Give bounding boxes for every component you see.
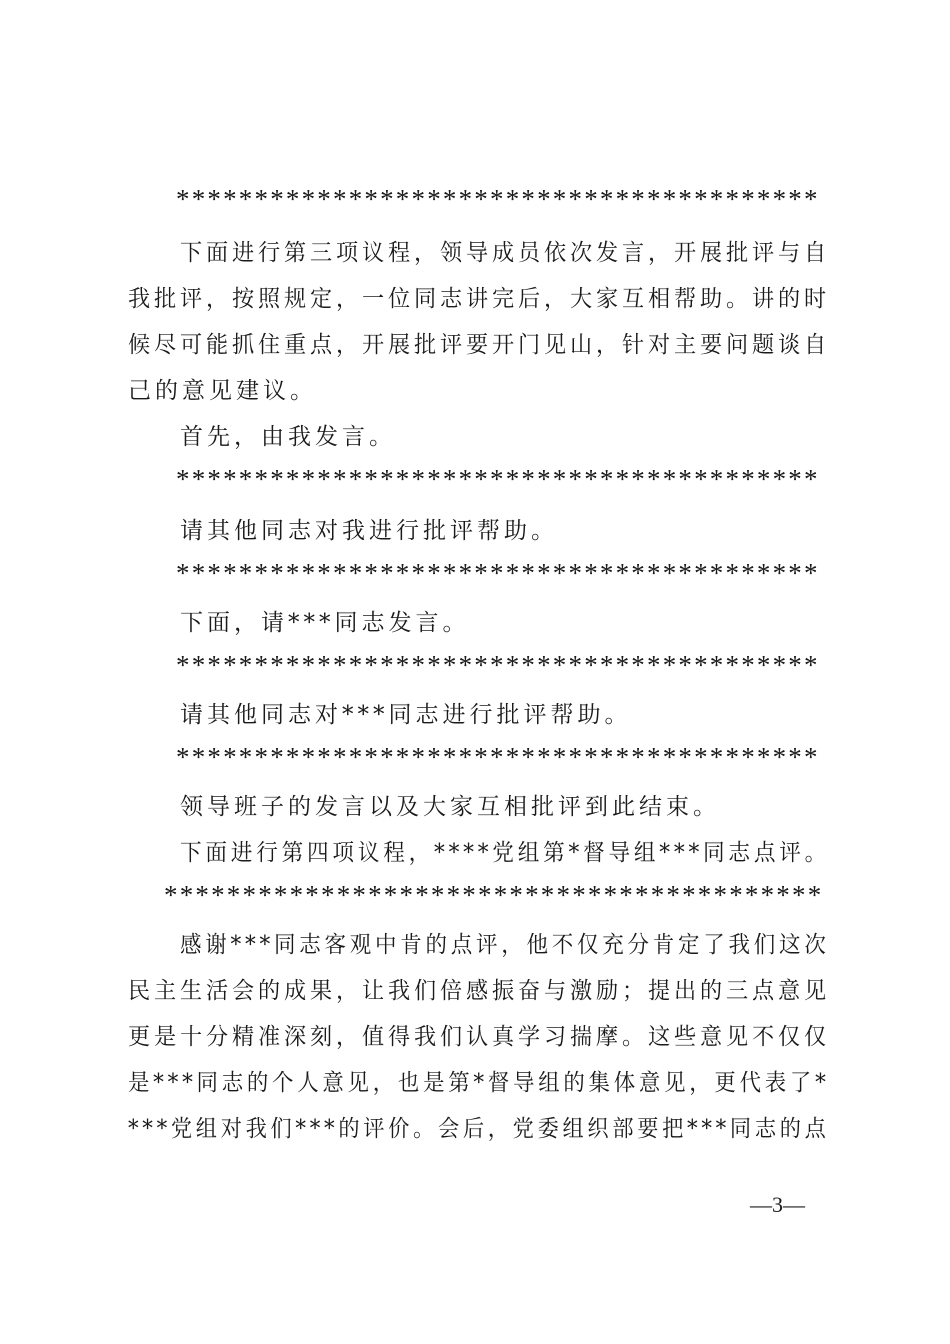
separator-line: ***************************************** — [176, 464, 820, 494]
body-text-line: 候尽可能抓住重点，开展批评要开门见山，针对主要问题谈自 — [128, 332, 831, 358]
body-text-line: 下面进行第四项议程，****党组第*督导组***同志点评。 — [180, 840, 831, 866]
separator-line: ***************************************** — [176, 558, 820, 588]
body-text-line: 民主生活会的成果，让我们倍感振奋与激励；提出的三点意见 — [128, 978, 831, 1004]
body-text-line: 请其他同志对***同志进行批评帮助。 — [180, 702, 632, 728]
body-text-line: 我批评，按照规定，一位同志讲完后，大家互相帮助。讲的时 — [128, 286, 831, 312]
separator-line: ***************************************** — [176, 650, 820, 680]
body-text-line: ***党组对我们***的评价。会后，党委组织部要把***同志的点 — [128, 1116, 830, 1142]
body-text-line: 首先，由我发言。 — [180, 424, 396, 450]
body-text-line: 更是十分精准深刻，值得我们认真学习揣摩。这些意见不仅仅 — [128, 1024, 831, 1050]
separator-line: ****************************************** — [164, 880, 824, 910]
separator-line: ***************************************** — [176, 184, 820, 214]
body-text-line: 是***同志的个人意见，也是第*督导组的集体意见，更代表了* — [128, 1070, 830, 1096]
body-text-line: 领导班子的发言以及大家互相批评到此结束。 — [180, 794, 720, 820]
body-text-line: 感谢***同志客观中肯的点评，他不仅充分肯定了我们这次 — [180, 932, 830, 958]
body-text-line: 下面，请***同志发言。 — [180, 610, 470, 636]
separator-line: ***************************************** — [176, 742, 820, 772]
page-number: —3— — [750, 1192, 805, 1217]
body-text-line: 请其他同志对我进行批评帮助。 — [180, 518, 558, 544]
body-text-line: 己的意见建议。 — [128, 378, 317, 404]
body-text-line: 下面进行第三项议程，领导成员依次发言，开展批评与自 — [180, 240, 831, 266]
